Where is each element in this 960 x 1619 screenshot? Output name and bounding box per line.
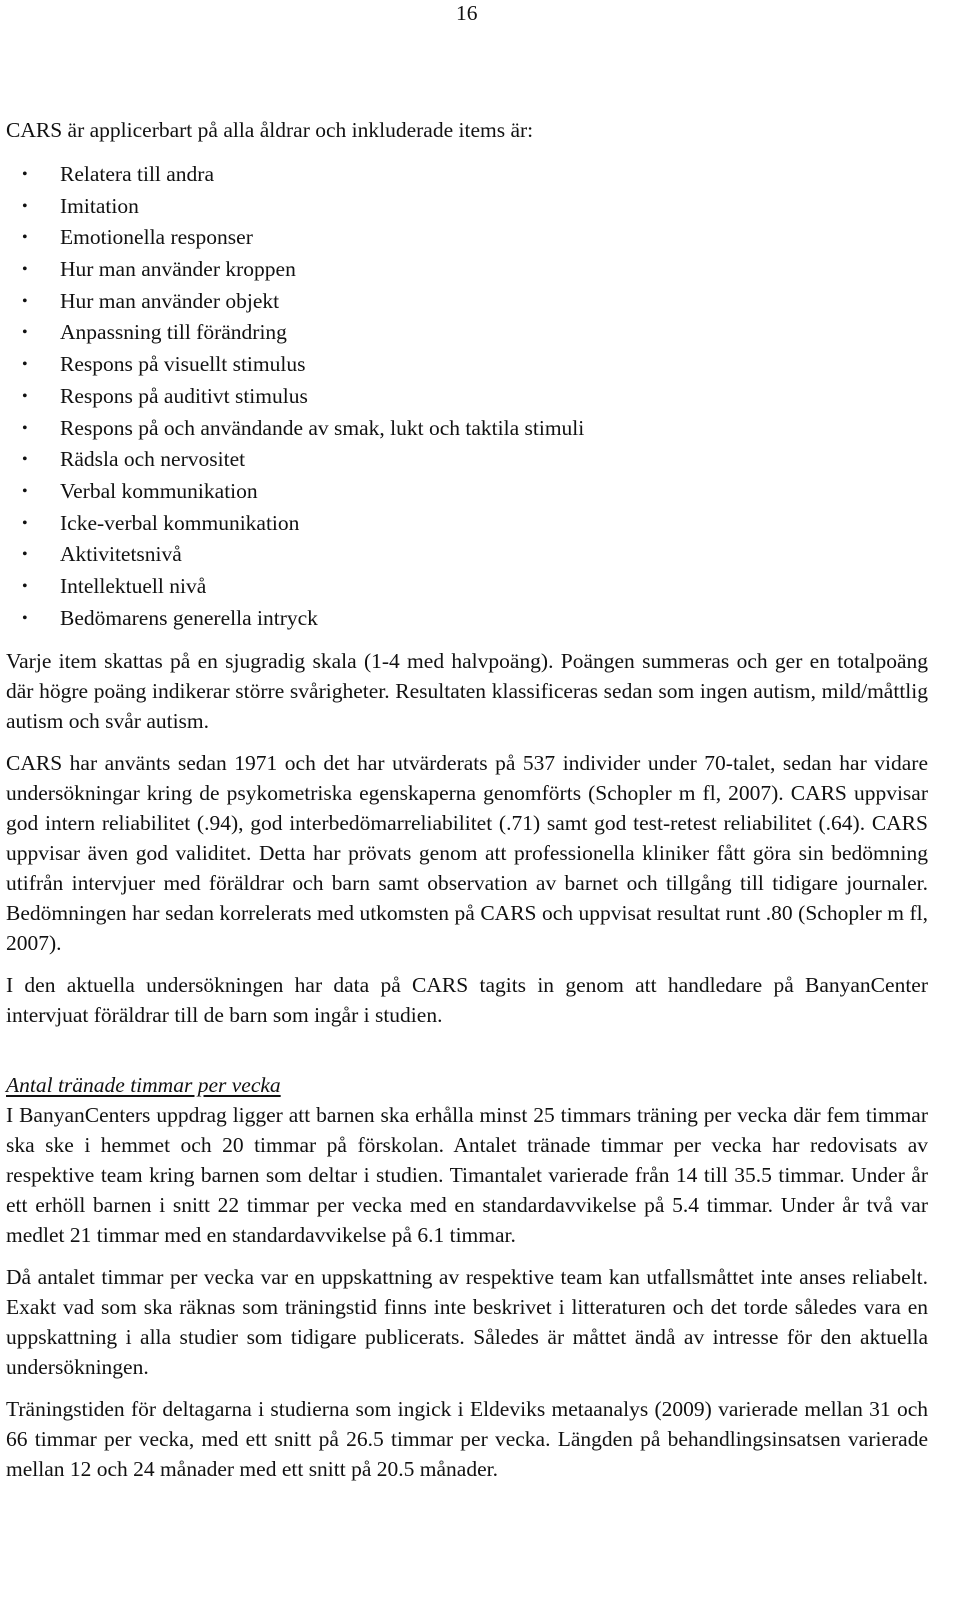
list-item [6,444,928,476]
bullet-icon: • [22,482,28,500]
paragraph-meta-analysis: Träningstiden för deltagarna i studierna som ingick i Eldeviks metaanalys (2009) varierade mellan 31 och 66 timmar per vecka, med ett snitt på 26.5 timmar per vecka. Längden på behandlingsinsatsen varierade mellan 12 och 24 månader med ett snitt på 20.5 månader. [6,1397,928,1482]
list-item [6,286,928,318]
list-item [6,603,928,635]
list-item [6,508,928,540]
list-item [6,539,928,571]
intro-text: CARS är applicerbart på alla åldrar och inkluderade items är: [6,118,534,142]
section-heading: Antal tränade timmar per vecka [6,1073,281,1098]
list-item [6,254,928,286]
list-item-label: Imitation [60,193,139,218]
page-number: 16 [456,1,478,25]
bullet-icon: • [22,197,28,215]
list-item [6,476,928,508]
bullet-icon: • [22,546,28,564]
paragraph-scoring: Varje item skattas på en sjugradig skala (1-4 med halvpoäng). Poängen summeras och ger en totalpoäng där högre poäng indikerar större svårigheter. Resultaten klassificeras sedan som ingen autism, mild/måttlig autism och svår autism. [6,649,928,734]
list-item [6,191,928,223]
list-item [6,571,928,603]
bullet-icon: • [22,324,28,342]
paragraph-data-collection: I den aktuella undersökningen har data på CARS tagits in genom att handledare på BanyanCenter intervjuat föräldrar till de barn som ingår i studien. [6,973,928,1028]
list-item [6,159,928,191]
bullet-icon: • [22,419,28,437]
list-item-label: Relatera till andra [60,162,215,186]
paragraph-reliability: Då antalet timmar per vecka var en uppskattning av respektive team kan utfallsmåttet inte anses reliabelt. Exakt vad som ska räknas som träningstid finns inte beskrivet i litteraturen och det torde således vara en uppskattning i alla studier som tidigare publicerats. Således är måttet ändå av intresse för den aktuella undersökningen. [6,1265,928,1380]
bullet-icon: • [22,609,28,627]
list-item [6,413,928,445]
document-body [6,115,928,1496]
bullet-icon: • [22,261,28,279]
bullet-icon: • [22,229,28,247]
list-item [6,349,928,381]
list-item [6,317,928,349]
cars-items-list [6,159,928,634]
bullet-icon: • [22,387,28,405]
bullet-icon: • [22,514,28,532]
list-item-label: Bedömarens generella intryck [60,605,318,630]
bullet-icon: • [22,292,28,310]
list-item-label: Icke-verbal kommunikation [60,510,300,535]
list-item-label: Hur man använder objekt [60,288,280,313]
bullet-icon: • [22,451,28,469]
list-item-label: Rädsla och nervositet [60,447,246,472]
list-item-label: Emotionella responser [60,225,253,250]
list-item [6,381,928,413]
bullet-icon: • [22,356,28,374]
list-item-label: Respons på och användande av smak, lukt och taktila stimuli [60,415,585,440]
bullet-icon: • [22,166,28,183]
paragraph-training-hours: I BanyanCenters uppdrag ligger att barnen ska erhålla minst 25 timmars träning per vecka där fem timmar ska ske i hemmet och 20 timmar på förskolan. Antalet tränade timmar per vecka har redovisats av respektive team kring barnen som deltar i studien. Timantalet varierade från 14 till 35.5 timmar. Under år ett erhöll barnen i snitt 22 timmar per vecka med en standardavvikelse på 5.4 timmar. Under år två var medlet 21 timmar med en standardavvikelse på 6.1 timmar. [6,1103,928,1248]
list-item-label: Respons på visuellt stimulus [60,352,306,377]
list-item-label: Anpassning till förändring [60,320,287,345]
list-item-label: Intellektuell nivå [60,573,207,598]
list-item-label: Verbal kommunikation [60,478,258,503]
list-item-label: Respons på auditivt stimulus [60,383,308,408]
paragraph-psychometrics: CARS har använts sedan 1971 och det har utvärderats på 537 individer under 70-talet, sedan har vidare undersökningar kring de psykometriska egenskaperna genomförts (Schopler m fl, 2007). CARS uppvisar god intern reliabilitet (.94), god interbedömarreliabilitet (.71) samt god test-retest reliabilitet (.64). CARS uppvisar även god validitet. Detta har prövats genom att professionella kliniker fått göra sin bedömning utifrån intervjuer med föräldrar och barn samt observation av barnet och tillgång till tidigare journaler. Bedömningen har sedan korrelerats med utkomsten på CARS och uppvisat resultat runt .80 (Schopler m fl, 2007). [6,751,928,956]
list-item-label: Aktivitetsnivå [60,542,182,567]
list-item-label: Hur man använder kroppen [60,257,296,282]
list-item [6,222,928,254]
bullet-icon: • [22,577,28,595]
